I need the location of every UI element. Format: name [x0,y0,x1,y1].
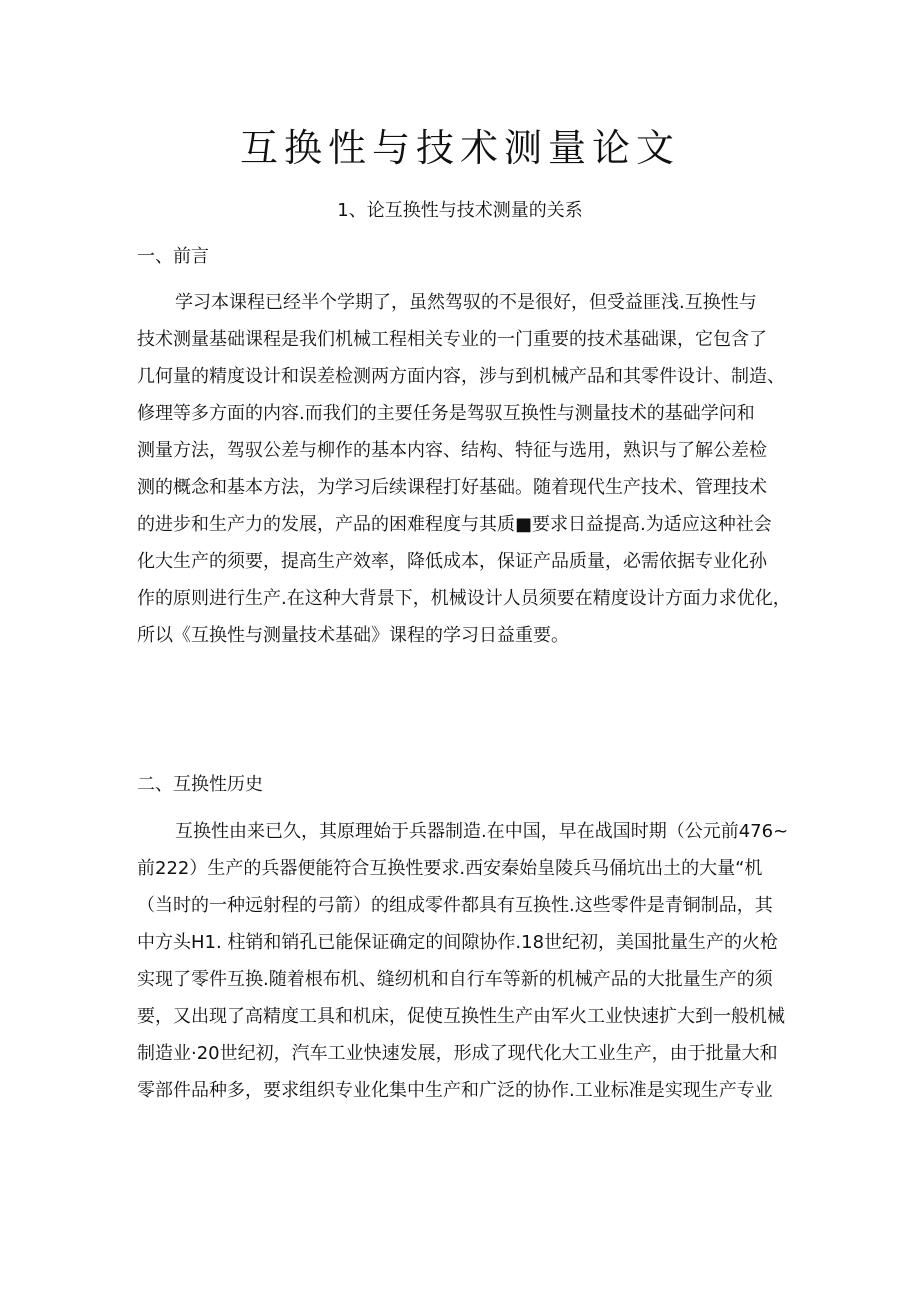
paragraph-line: 制造业·20世纪初，汽车工业快速发展，形成了现代化大工业生产，由于批量大和 [137,1043,778,1064]
paragraph-line: 前222）生产的兵器便能符合互换性要求.西安秦始皇陵兵马俑坑出土的大量“机 [137,858,763,879]
paragraph-line: 零部件品种多，要求组织专业化集中生产和广泛的协作.工业标准是实现生产专业 [137,1080,773,1101]
paragraph-line: 技术测量基础课程是我们机械工程相关专业的一门重要的技术基础课，它包含了 [137,329,767,350]
paragraph-line: 的进步和生产力的发展，产品的困难程度与其质■要求日益提高.为适应这种社会 [137,514,772,535]
paragraph-line: 互换性由来已久，其原理始于兵器制造.在中国，早在战国时期（公元前476~ [175,821,789,842]
paragraph-line: 测量方法，驾驭公差与柳作的基本内容、结构、特征与选用，熟识与了解公差检 [137,440,767,461]
paragraph-line: 所以《互换性与测量技术基础》课程的学习日益重要。 [137,625,569,646]
document-subtitle: 1、论互换性与技术测量的关系 [337,200,583,221]
paragraph-line: 测的概念和基本方法，为学习后续课程打好基础。随着现代生产技术、管理技术 [137,477,767,498]
paragraph-line: 化大生产的须要，提高生产效率，降低成本，保证产品质量，必需依据专业化孙 [137,551,767,572]
section-heading-preface: 一、前言 [137,246,209,267]
paragraph-line: 实现了零件互换.随着根布机、缝纫机和自行车等新的机械产品的大批量生产的须 [137,969,773,990]
paragraph-line: （当时的一种远射程的弓箭）的组成零件都具有互换性.这些零件是青铜制品，其 [137,895,773,916]
paragraph-line: 学习本课程已经半个学期了，虽然驾驭的不是很好，但受益匪浅.互换性与 [175,292,757,313]
paragraph-line: 修理等多方面的内容.而我们的主要任务是驾驭互换性与测量技术的基础学问和 [137,403,755,424]
paragraph-line: 作的原则进行生产.在这种大背景下，机械设计人员须要在精度设计方面力求优化， [137,588,791,609]
paragraph-line: 中方头H1. 柱销和销孔已能保证确定的间隙协作.18世纪初，美国批量生产的火枪 [137,932,779,953]
document-title: 互换性与技术测量论文 [239,126,680,170]
paragraph-line: 几何量的精度设计和误差检测两方面内容，涉与到机械产品和其零件设计、制造、 [137,366,785,387]
section-heading-history: 二、互换性历史 [137,774,263,795]
section-body-history [137,813,797,1109]
section-body-preface [137,284,797,654]
paragraph-line: 要，又出现了高精度工具和机床，促使互换性生产由军火工业快速扩大到一般机械 [137,1006,785,1027]
